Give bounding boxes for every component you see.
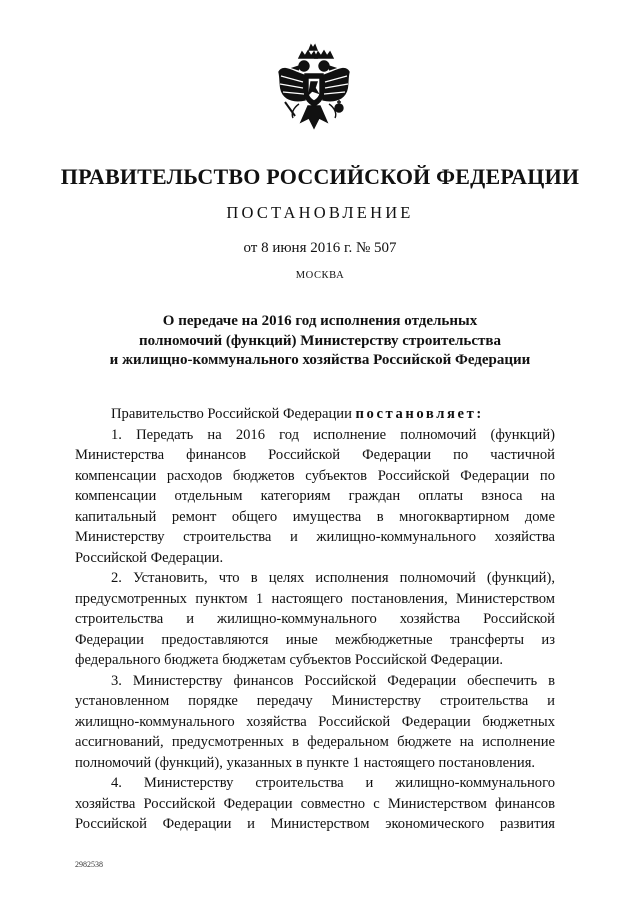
body-line: хозяйства Российской Федерации совместно с Министерством финансов [75,795,555,812]
body-line: Федерации предоставляются иные межбюджетные трансферты из [75,631,555,648]
decree-word: постановляет: [355,406,484,422]
title-line: полномочий (функций) Министерству строительства [139,332,501,349]
body-line: предусмотренных пунктом 1 настоящего постановления, Министерством [75,590,555,607]
body-line: 4. Министерству строительства и жилищно-коммунального [111,775,555,791]
body-line: полномочий (функций), указанных в пункте 1 настоящего постановления. [75,754,536,771]
coat-of-arms-icon [271,42,357,142]
document-code: 2982538 [75,860,103,869]
body-line: жилищно-коммунального хозяйства Российской Федерации бюджетных [75,713,555,730]
document-body [75,404,555,835]
preamble-text: Правительство Российской Федерации [111,406,356,422]
body-line: 1. Передать на 2016 год исполнение полномочий (функций) [111,426,555,443]
document-date-number: от 8 июня 2016 г. № 507 [243,240,397,256]
body-line: компенсации отдельным категориям граждан оплаты взноса на [75,488,555,504]
body-line: капитальный ремонт общего имущества в многоквартирном доме [75,508,555,525]
body-line: 2. Установить, что в целях исполнения полномочий (функций), [111,570,555,586]
government-name: ПРАВИТЕЛЬСТВО РОССИЙСКОЙ ФЕДЕРАЦИИ [60,164,580,189]
body-line: строительства и жилищно-коммунального хозяйства Российской [75,611,555,627]
body-line: Российской Федерации. [75,549,224,566]
document-title [40,312,600,371]
body-line: Министерству строительства и жилищно-коммунального хозяйства [75,529,555,545]
body-line: установленном порядке передачу Министерству строительства и [75,693,555,709]
title-line: и жилищно-коммунального хозяйства Российской Федерации [109,352,531,368]
body-line: компенсации расходов бюджетов субъектов Российской Федерации по [75,467,555,484]
document-city: МОСКВА [295,270,345,281]
document-type: ПОСТАНОВЛЕНИЕ [226,203,414,222]
body-line: Министерства финансов Российской Федерации по частичной [75,447,555,463]
preamble-line [75,404,555,425]
body-line: федерального бюджета бюджетам субъектов Российской Федерации. [75,652,504,668]
title-line: О передаче на 2016 год исполнения отдельных [162,313,478,329]
body-line: Российской Федерации и Министерством экономического развития [75,816,555,832]
body-line: 3. Министерству финансов Российской Федерации обеспечить в [111,672,555,689]
body-line: ассигнований, предусмотренных в федеральном бюджете на исполнение [75,734,555,750]
